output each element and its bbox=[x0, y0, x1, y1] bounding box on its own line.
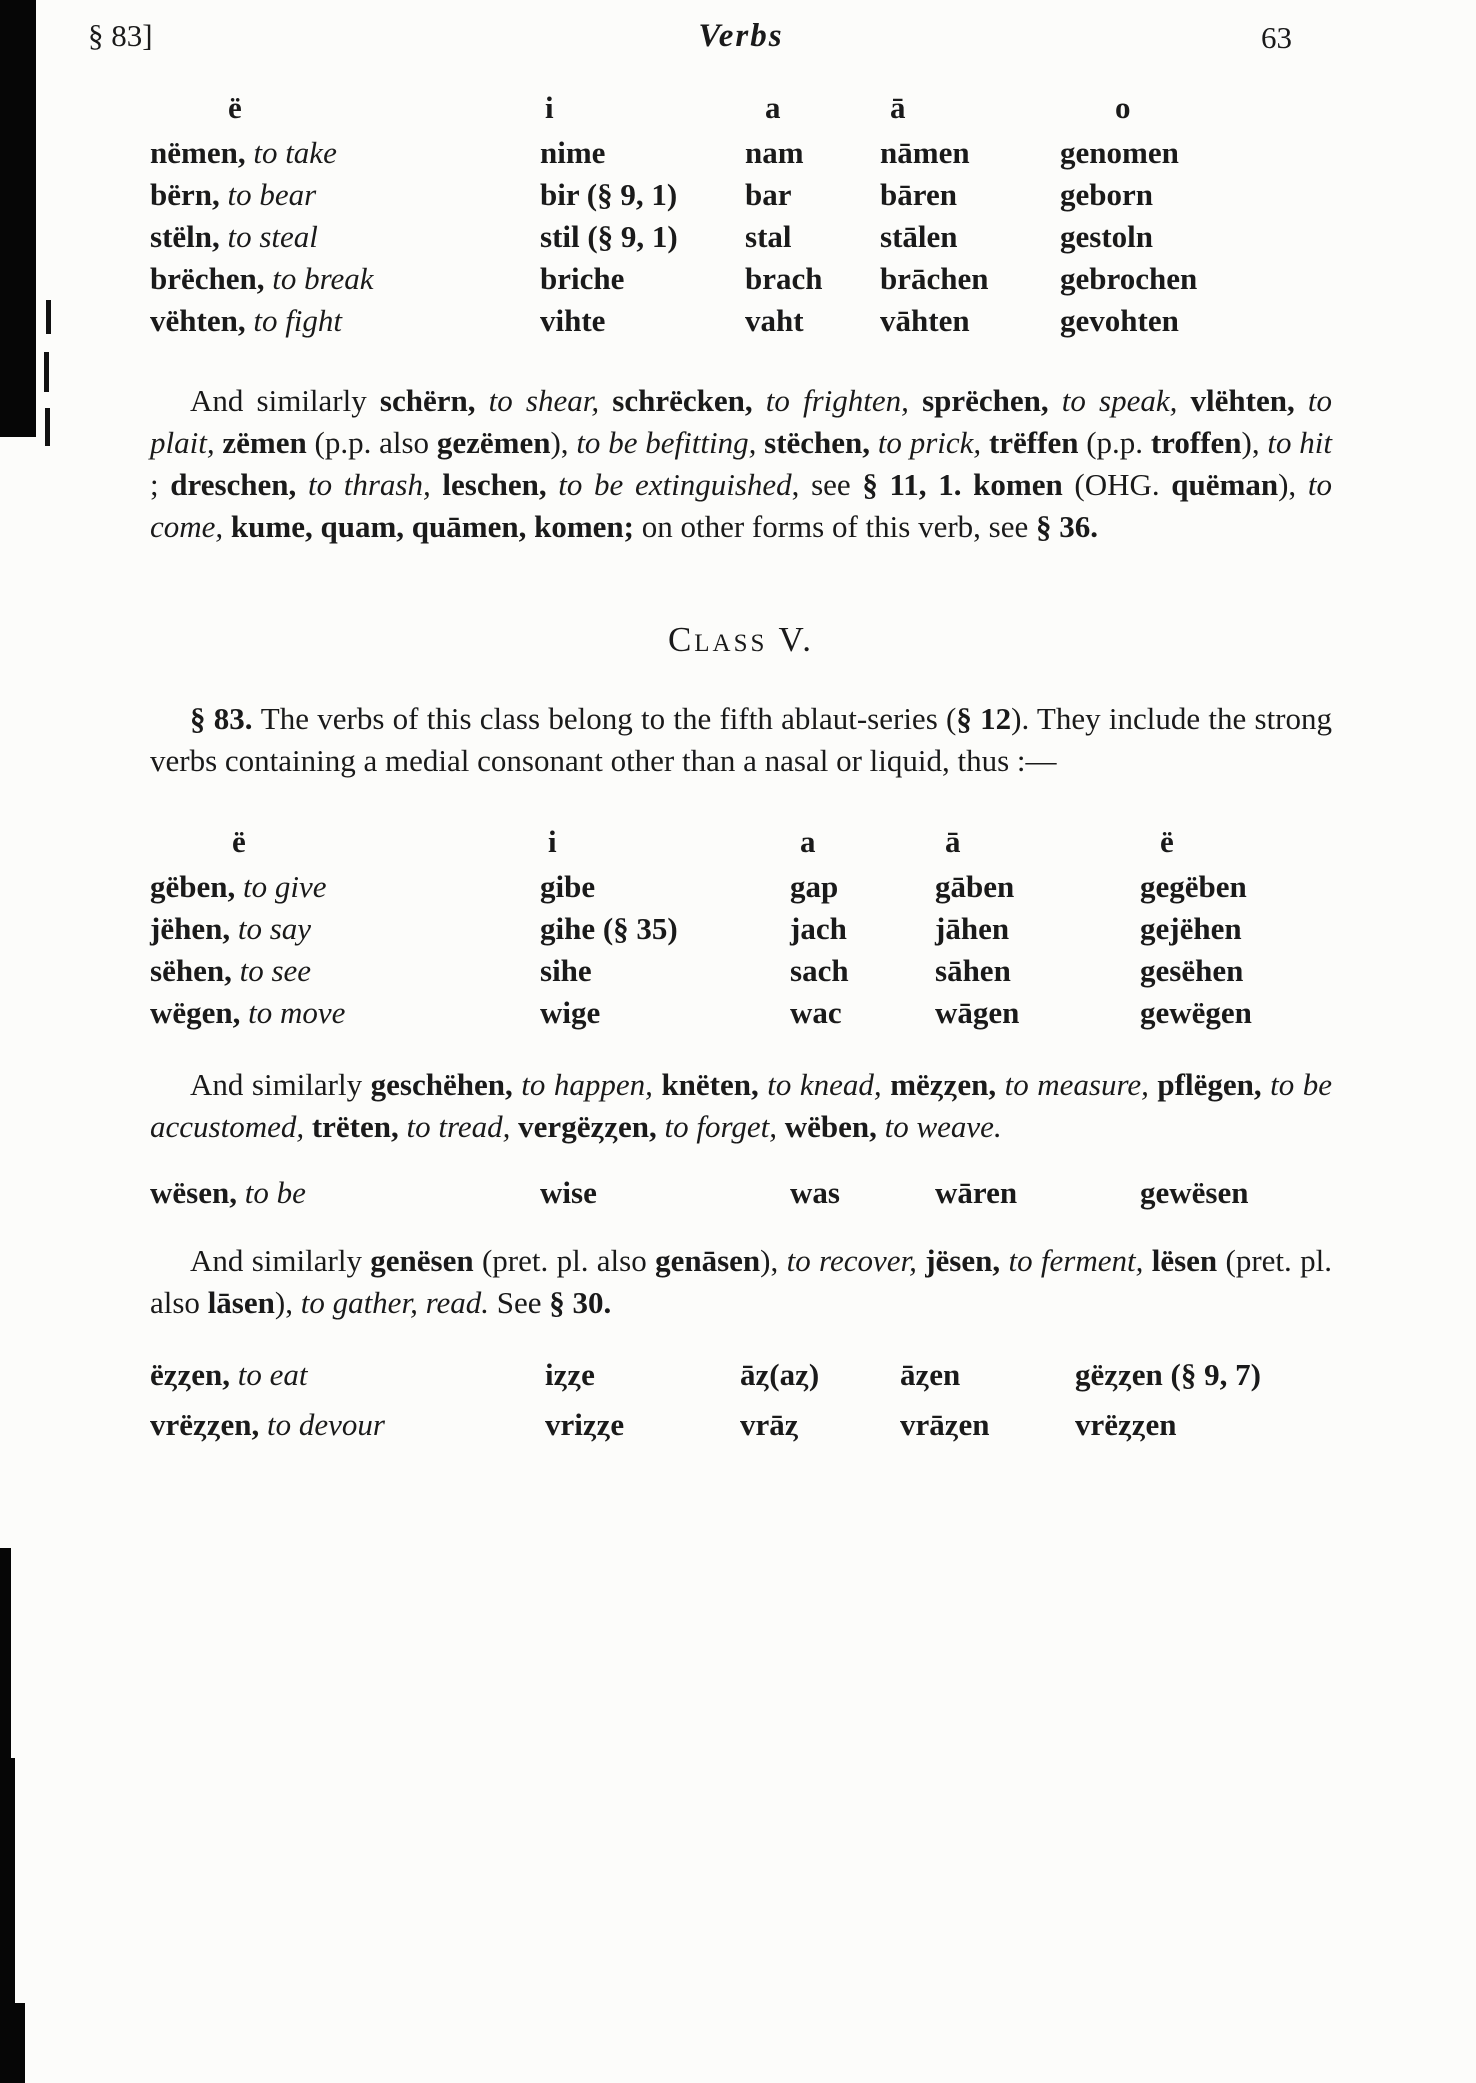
column-header-e: ë bbox=[232, 824, 246, 859]
column-header-a: a bbox=[800, 824, 816, 859]
preterite-plural-cell: jāhen bbox=[935, 911, 1010, 946]
text-segment: And similarly bbox=[190, 1067, 371, 1102]
text-segment: to frighten, bbox=[765, 383, 923, 418]
verb-row bbox=[150, 992, 1332, 1034]
verb-gloss: to devour bbox=[267, 1407, 385, 1442]
text-segment: to prick, bbox=[877, 425, 989, 460]
preterite-singular-cell: jach bbox=[790, 911, 847, 946]
scan-artifact-mark bbox=[44, 352, 49, 392]
verb-infinitive-cell bbox=[150, 174, 540, 216]
text-segment: pflëgen, bbox=[1157, 1067, 1271, 1102]
present-form-cell: nime bbox=[540, 135, 606, 170]
preterite-singular-cell: vaht bbox=[745, 303, 804, 338]
verb-infinitive-cell bbox=[150, 1400, 545, 1450]
verb-gloss: to bear bbox=[227, 177, 317, 212]
present-form-cell: briche bbox=[540, 261, 625, 296]
verb-gloss: to take bbox=[253, 135, 337, 170]
text-segment: trëten, bbox=[311, 1109, 407, 1144]
table-rows bbox=[150, 1350, 1332, 1450]
page-header bbox=[88, 18, 1332, 62]
verb-row bbox=[150, 216, 1332, 258]
text-segment: to measure, bbox=[1004, 1067, 1158, 1102]
text-segment: genësen bbox=[370, 1243, 482, 1278]
text-segment: vlëhten, bbox=[1190, 383, 1308, 418]
verb-infinitive: vëhten, bbox=[150, 303, 254, 338]
text-segment: ), bbox=[760, 1243, 787, 1278]
text-segment: § 83. bbox=[190, 701, 261, 736]
text-segment: to forget, bbox=[664, 1109, 785, 1144]
past-participle-cell: gewëgen bbox=[1140, 995, 1252, 1030]
text-segment: troffen bbox=[1150, 425, 1242, 460]
text-segment: to shear, bbox=[488, 383, 613, 418]
preterite-plural-cell: sāhen bbox=[935, 953, 1011, 988]
text-segment: genāsen bbox=[655, 1243, 761, 1278]
text-segment: zëmen bbox=[222, 425, 315, 460]
past-participle-cell: geborn bbox=[1060, 177, 1153, 212]
past-participle-cell: gejëhen bbox=[1140, 911, 1242, 946]
text-segment: geschëhen, bbox=[370, 1067, 522, 1102]
text-segment: The verbs of this class belong to the fifth ablaut-series ( bbox=[260, 701, 957, 736]
text-segment: to speak, bbox=[1061, 383, 1191, 418]
verb-infinitive-cell bbox=[150, 300, 540, 342]
verb-infinitive: bërn, bbox=[150, 177, 228, 212]
present-form-cell: vihte bbox=[540, 303, 606, 338]
text-segment: dreschen, bbox=[170, 467, 308, 502]
column-header-a: a bbox=[765, 90, 781, 125]
preterite-singular-cell: was bbox=[790, 1175, 840, 1210]
text-segment: schrëcken, bbox=[612, 383, 766, 418]
text-segment: § 30. bbox=[549, 1285, 612, 1320]
page-number: 63 bbox=[1261, 20, 1292, 55]
preterite-singular-cell: āȥ(aȥ) bbox=[740, 1357, 820, 1392]
text-segment: ), bbox=[550, 425, 577, 460]
verb-row bbox=[150, 1400, 1332, 1450]
verb-infinitive-cell bbox=[150, 1350, 545, 1400]
text-segment: to plait, bbox=[150, 383, 1333, 460]
preterite-plural-cell: wāgen bbox=[935, 995, 1020, 1030]
text-segment: (p.p. bbox=[1086, 425, 1151, 460]
text-segment: ). They include the strong verbs containing a medial consonant other than a nasal or liquid, thus :— bbox=[150, 701, 1333, 778]
text-segment: to be befitting, bbox=[576, 425, 765, 460]
verb-infinitive-cell bbox=[150, 132, 540, 174]
preterite-plural-cell: stālen bbox=[880, 219, 958, 254]
present-form-cell: stil (§ 9, 1) bbox=[540, 219, 678, 254]
verb-infinitive: sëhen, bbox=[150, 953, 240, 988]
text-segment bbox=[961, 467, 973, 502]
verb-row bbox=[150, 1350, 1332, 1400]
verb-infinitive: vrëȥȥen, bbox=[150, 1407, 268, 1442]
verb-infinitive-cell bbox=[150, 258, 540, 300]
scan-artifact-mark bbox=[45, 408, 50, 446]
past-participle-cell: vrëȥȥen bbox=[1075, 1407, 1177, 1442]
verb-row bbox=[150, 132, 1332, 174]
preterite-plural-cell: vrāȥen bbox=[900, 1407, 990, 1442]
text-segment: ), bbox=[274, 1285, 301, 1320]
verb-infinitive: nëmen, bbox=[150, 135, 254, 170]
past-participle-cell: gevohten bbox=[1060, 303, 1179, 338]
verb-gloss: to steal bbox=[227, 219, 318, 254]
present-form-cell: bir (§ 9, 1) bbox=[540, 177, 678, 212]
verb-infinitive-cell bbox=[150, 908, 540, 950]
verb-gloss: to fight bbox=[253, 303, 343, 338]
text-segment: sprëchen, bbox=[922, 383, 1062, 418]
column-header-e: ë bbox=[228, 90, 242, 125]
past-participle-cell: gesëhen bbox=[1140, 953, 1244, 988]
column-header-e2: ë bbox=[1160, 824, 1174, 859]
table-rows bbox=[150, 1172, 1332, 1214]
verb-gloss: to say bbox=[237, 911, 312, 946]
column-header-aa: ā bbox=[890, 90, 906, 125]
present-form-cell: vriȥȥe bbox=[545, 1407, 625, 1442]
preterite-plural-cell: wāren bbox=[935, 1175, 1018, 1210]
preterite-singular-cell: gap bbox=[790, 869, 839, 904]
verb-gloss: to eat bbox=[237, 1357, 308, 1392]
text-segment: to happen, bbox=[521, 1067, 662, 1102]
present-form-cell: gibe bbox=[540, 869, 596, 904]
verb-infinitive: wësen, bbox=[150, 1175, 245, 1210]
column-header-i: i bbox=[545, 90, 554, 125]
preterite-plural-cell: nāmen bbox=[880, 135, 970, 170]
text-segment: (p.p. also bbox=[314, 425, 437, 460]
preterite-singular-cell: wac bbox=[790, 995, 842, 1030]
paragraph-class4-similar bbox=[150, 380, 1332, 548]
preterite-plural-cell: vāhten bbox=[880, 303, 970, 338]
text-segment: to tread, bbox=[406, 1109, 519, 1144]
verb-gloss: to move bbox=[248, 995, 346, 1030]
text-segment: knëten, bbox=[661, 1067, 768, 1102]
class4-verb-table bbox=[150, 88, 1332, 342]
preterite-singular-cell: nam bbox=[745, 135, 804, 170]
past-participle-cell: gëȥȥen (§ 9, 7) bbox=[1075, 1357, 1261, 1392]
verb-infinitive: brëchen, bbox=[150, 261, 273, 296]
column-header-aa: ā bbox=[945, 824, 961, 859]
verb-infinitive: wëgen, bbox=[150, 995, 249, 1030]
text-segment: , see bbox=[791, 467, 863, 502]
text-segment: § 12 bbox=[956, 701, 1012, 736]
text-segment: vergëȥȥen, bbox=[518, 1109, 665, 1144]
text-segment: to thrash, bbox=[307, 467, 443, 502]
verb-gloss: to give bbox=[243, 869, 327, 904]
scan-gutter-shadow-top bbox=[0, 0, 36, 437]
text-segment: § 36. bbox=[1036, 509, 1099, 544]
present-form-cell: iȥȥe bbox=[545, 1357, 595, 1392]
verb-row bbox=[150, 950, 1332, 992]
class5-heading: Class V. bbox=[667, 620, 815, 659]
present-form-cell: wise bbox=[540, 1175, 597, 1210]
present-form-cell: gihe (§ 35) bbox=[540, 911, 678, 946]
text-segment: on other forms of this verb, see bbox=[641, 509, 1037, 544]
text-segment: (pret. pl. also bbox=[150, 1243, 1332, 1320]
present-form-cell: wige bbox=[540, 995, 601, 1030]
text-segment: ), bbox=[1278, 467, 1308, 502]
class5-verb-table bbox=[150, 822, 1332, 1034]
text-segment: wëben, bbox=[784, 1109, 885, 1144]
wesen-verb-table bbox=[150, 1172, 1332, 1214]
verb-row bbox=[150, 1172, 1332, 1214]
preterite-singular-cell: stal bbox=[745, 219, 792, 254]
verb-gloss: to be bbox=[244, 1175, 306, 1210]
table-rows bbox=[150, 866, 1332, 1034]
text-segment: kume, quam, quāmen, komen; bbox=[230, 509, 642, 544]
text-segment: lāsen bbox=[207, 1285, 275, 1320]
text-segment: (OHG. bbox=[1074, 467, 1172, 502]
verb-infinitive-cell bbox=[150, 216, 540, 258]
scan-gutter-shadow-bottom bbox=[0, 1548, 11, 1758]
text-segment: to knead, bbox=[767, 1067, 891, 1102]
text-segment: to be accustomed, bbox=[150, 1067, 1333, 1144]
past-participle-cell: gewësen bbox=[1140, 1175, 1249, 1210]
verb-row bbox=[150, 174, 1332, 216]
verb-infinitive-cell bbox=[150, 992, 540, 1034]
column-header-i: i bbox=[548, 824, 557, 859]
text-segment: ; bbox=[150, 467, 171, 502]
text-segment: to recover, bbox=[786, 1243, 926, 1278]
verb-infinitive-cell bbox=[150, 866, 540, 908]
verb-infinitive: gëben, bbox=[150, 869, 243, 904]
text-segment: to ferment, bbox=[1008, 1243, 1152, 1278]
ezzen-verb-table bbox=[150, 1350, 1332, 1450]
verb-infinitive-cell bbox=[150, 1172, 540, 1214]
past-participle-cell: gegëben bbox=[1140, 869, 1247, 904]
verb-row bbox=[150, 866, 1332, 908]
verb-infinitive-cell bbox=[150, 950, 540, 992]
text-segment: quëman bbox=[1171, 467, 1279, 502]
paragraph-section-83 bbox=[150, 698, 1332, 782]
verb-gloss: to see bbox=[239, 953, 312, 988]
table-header-row bbox=[150, 88, 1332, 128]
text-segment: (pret. pl. also bbox=[481, 1243, 656, 1278]
past-participle-cell: gebrochen bbox=[1060, 261, 1198, 296]
present-form-cell: sihe bbox=[540, 953, 592, 988]
scan-gutter-shadow-bottom bbox=[0, 2003, 25, 2083]
verb-infinitive: stëln, bbox=[150, 219, 228, 254]
text-segment: trëffen bbox=[988, 425, 1087, 460]
preterite-singular-cell: sach bbox=[790, 953, 849, 988]
text-segment: to gather, read. bbox=[300, 1285, 489, 1320]
verb-infinitive: jëhen, bbox=[150, 911, 238, 946]
section-reference: § 83] bbox=[88, 18, 153, 53]
verb-row bbox=[150, 908, 1332, 950]
text-segment: lësen bbox=[1151, 1243, 1226, 1278]
preterite-singular-cell: vrāȥ bbox=[740, 1407, 799, 1442]
verb-infinitive: ëȥȥen, bbox=[150, 1357, 238, 1392]
table-header-row bbox=[150, 822, 1332, 862]
text-segment: leschen, bbox=[442, 467, 559, 502]
running-title: Verbs bbox=[698, 18, 784, 54]
column-header-o: o bbox=[1115, 90, 1131, 125]
verb-row bbox=[150, 300, 1332, 342]
text-segment: gezëmen bbox=[436, 425, 551, 460]
preterite-singular-cell: bar bbox=[745, 177, 792, 212]
paragraph-genesen bbox=[150, 1240, 1332, 1324]
past-participle-cell: gestoln bbox=[1060, 219, 1153, 254]
text-segment: See bbox=[489, 1285, 550, 1320]
preterite-singular-cell: brach bbox=[745, 261, 823, 296]
scan-artifact-mark bbox=[46, 300, 51, 334]
table-rows bbox=[150, 132, 1332, 342]
text-segment: to be extinguished bbox=[558, 467, 792, 502]
paragraph-class5-similar bbox=[150, 1064, 1332, 1148]
text-segment: komen bbox=[973, 467, 1075, 502]
text-segment: ), bbox=[1241, 425, 1268, 460]
text-segment: stëchen, bbox=[764, 425, 878, 460]
page-content bbox=[88, 18, 1333, 1450]
text-segment: schërn, bbox=[379, 383, 489, 418]
preterite-plural-cell: bāren bbox=[880, 177, 957, 212]
verb-row bbox=[150, 258, 1332, 300]
text-segment: to hit bbox=[1267, 425, 1332, 460]
text-segment: to come, bbox=[150, 467, 1332, 544]
preterite-plural-cell: gāben bbox=[935, 869, 1015, 904]
text-segment: And similarly bbox=[190, 1243, 371, 1278]
text-segment: to weave. bbox=[884, 1109, 1002, 1144]
text-segment: § 11, 1. bbox=[862, 467, 962, 502]
text-segment: jësen, bbox=[925, 1243, 1009, 1278]
text-segment: And similarly bbox=[190, 383, 380, 418]
text-segment: mëȥȥen, bbox=[890, 1067, 1005, 1102]
preterite-plural-cell: brāchen bbox=[880, 261, 989, 296]
preterite-plural-cell: āȥen bbox=[900, 1357, 961, 1392]
verb-gloss: to break bbox=[272, 261, 374, 296]
scan-gutter-shadow-bottom bbox=[0, 1758, 15, 2003]
past-participle-cell: genomen bbox=[1060, 135, 1179, 170]
